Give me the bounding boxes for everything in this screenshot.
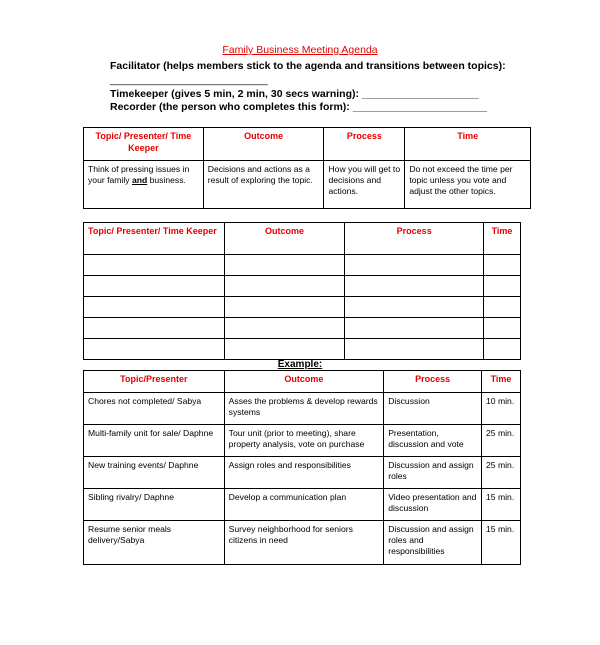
process-cell: Discussion <box>384 393 482 425</box>
time-cell: 15 min. <box>482 521 521 565</box>
table-row <box>84 339 521 360</box>
table-row <box>84 457 521 489</box>
table-row <box>84 276 521 297</box>
time-cell: 10 min. <box>482 393 521 425</box>
outcome-cell[interactable] <box>224 276 345 297</box>
table-row <box>84 521 521 565</box>
process-cell[interactable] <box>345 297 484 318</box>
time-cell: 25 min. <box>482 457 521 489</box>
time-cell[interactable] <box>484 276 521 297</box>
instruction-process: How you will get to decisions and actions. <box>324 161 405 209</box>
process-cell: Discussion and assign roles <box>384 457 482 489</box>
example-table <box>83 370 521 565</box>
instructions-table <box>83 127 531 209</box>
topic-cell: Chores not completed/ Sabya <box>84 393 225 425</box>
header-topic: Topic/ Presenter/ Time Keeper <box>84 223 225 255</box>
recorder-line: Recorder (the person who completes this form): _______________________ <box>110 101 488 113</box>
header-outcome: Outcome <box>203 128 324 161</box>
table-row <box>84 425 521 457</box>
time-cell[interactable] <box>484 339 521 360</box>
table-row <box>84 297 521 318</box>
outcome-cell[interactable] <box>224 339 345 360</box>
header-process: Process <box>345 223 484 255</box>
table-row <box>84 489 521 521</box>
time-cell: 25 min. <box>482 425 521 457</box>
topic-cell[interactable] <box>84 339 225 360</box>
header-process: Process <box>324 128 405 161</box>
header-time: Time <box>484 223 521 255</box>
process-cell: Discussion and assign roles and responsibilities <box>384 521 482 565</box>
process-cell[interactable] <box>345 318 484 339</box>
example-label: Example: <box>277 359 323 370</box>
process-cell: Presentation, discussion and vote <box>384 425 482 457</box>
header-outcome: Outcome <box>224 223 345 255</box>
header-topic: Topic/ Presenter/ Time Keeper <box>84 128 204 161</box>
process-cell[interactable] <box>345 255 484 276</box>
topic-cell: Sibling rivalry/ Daphne <box>84 489 225 521</box>
time-cell[interactable] <box>484 255 521 276</box>
facilitator-blank: ___________________________ <box>110 74 268 86</box>
timekeeper-line: Timekeeper (gives 5 min, 2 min, 30 secs warning): ____________________ <box>110 88 479 100</box>
header-process: Process <box>384 371 482 393</box>
outcome-cell[interactable] <box>224 297 345 318</box>
topic-cell: Multi-family unit for sale/ Daphne <box>84 425 225 457</box>
outcome-cell[interactable] <box>224 318 345 339</box>
outcome-cell[interactable] <box>224 255 345 276</box>
table-row <box>84 393 521 425</box>
document-title: Family Business Meeting Agenda <box>222 44 378 56</box>
topic-cell[interactable] <box>84 297 225 318</box>
topic-cell[interactable] <box>84 255 225 276</box>
header-time: Time <box>405 128 531 161</box>
header-time: Time <box>482 371 521 393</box>
topic-cell[interactable] <box>84 318 225 339</box>
instruction-outcome: Decisions and actions as a result of exploring the topic. <box>203 161 324 209</box>
topic-cell: Resume senior meals delivery/Sabya <box>84 521 225 565</box>
instruction-time: Do not exceed the time per topic unless you vote and adjust the other topics. <box>405 161 531 209</box>
process-cell[interactable] <box>345 276 484 297</box>
process-cell[interactable] <box>345 339 484 360</box>
instruction-topic: Think of pressing issues in your family and business. <box>84 161 204 209</box>
table-row <box>84 318 521 339</box>
table-row <box>84 255 521 276</box>
outcome-cell: Survey neighborhood for seniors citizens in need <box>224 521 384 565</box>
time-cell: 15 min. <box>482 489 521 521</box>
agenda-table <box>83 222 521 360</box>
time-cell[interactable] <box>484 297 521 318</box>
header-outcome: Outcome <box>224 371 384 393</box>
outcome-cell: Assign roles and responsibilities <box>224 457 384 489</box>
facilitator-line: Facilitator (helps members stick to the agenda and transitions between topics): <box>110 60 506 72</box>
topic-cell: New training events/ Daphne <box>84 457 225 489</box>
topic-cell[interactable] <box>84 276 225 297</box>
process-cell: Video presentation and discussion <box>384 489 482 521</box>
time-cell[interactable] <box>484 318 521 339</box>
outcome-cell: Tour unit (prior to meeting), share property analysis, vote on purchase <box>224 425 384 457</box>
outcome-cell: Asses the problems & develop rewards systems <box>224 393 384 425</box>
header-topic: Topic/Presenter <box>84 371 225 393</box>
outcome-cell: Develop a communication plan <box>224 489 384 521</box>
